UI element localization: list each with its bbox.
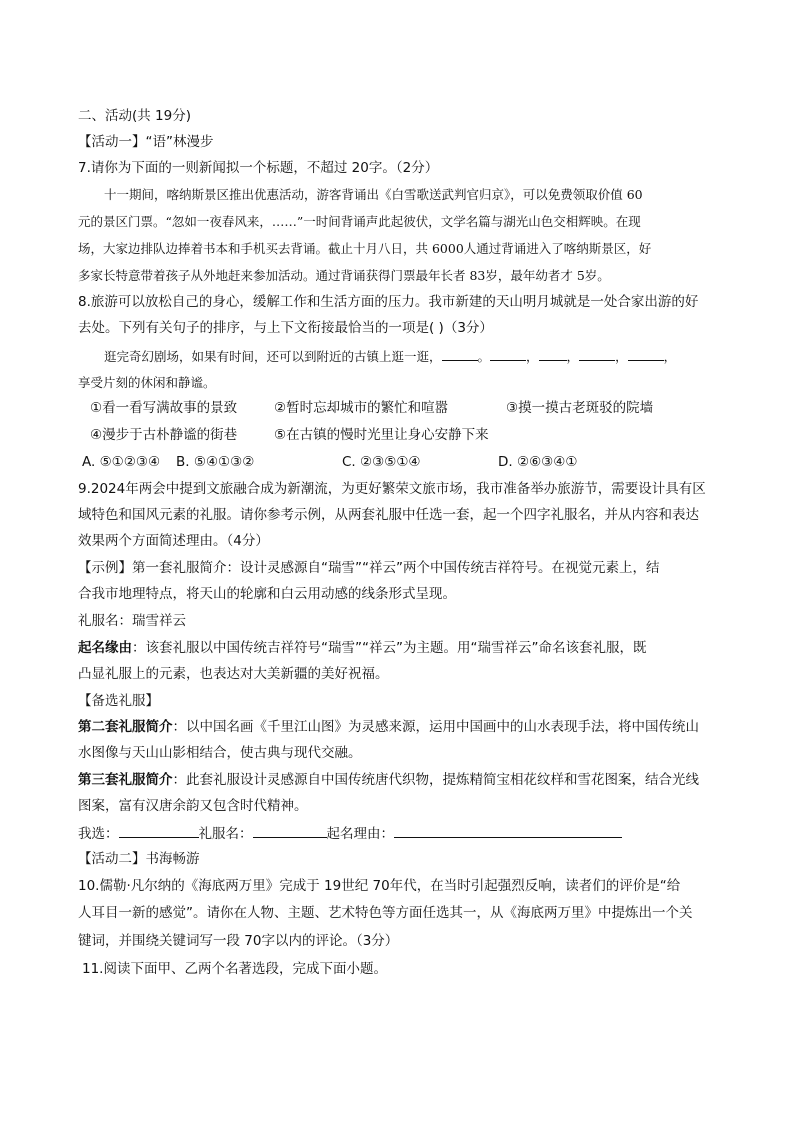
q9-reason-field[interactable] xyxy=(394,823,622,838)
q8-sentence: ①看一看写满故事的景致 xyxy=(90,400,238,416)
q9-backup-title: 【备选礼服】 xyxy=(78,693,159,709)
q8-sentences-row xyxy=(90,425,489,445)
q7-news-line: 十一期间，喀纳斯景区推出优惠活动，游客背诵出《白雪歌送武判官归京》，可以免费领取价值 60 xyxy=(104,187,643,202)
q9-dress3-text: ：此套礼服设计灵感源自中国传统唐代织物，提炼精简宝相花纹样和雪花图案，结合光线 xyxy=(172,772,699,788)
q8-sentences-row xyxy=(90,398,653,418)
q7-news-line: 场，大家边排队边捧着书本和手机买去背诵。截止十月八日，共 6000人通过背诵进入了喀纳斯景区，好 xyxy=(78,241,652,256)
q9-name-field[interactable] xyxy=(253,823,327,838)
q10-line: 键词，并围绕关键词写一段 70字以内的评论。（3分） xyxy=(78,933,399,949)
q9-answer-row xyxy=(78,823,622,844)
q9-reason-text: ：该套礼服以中国传统吉祥符号“瑞雪”“祥云”为主题。用“瑞雪祥云”命名该套礼服，既 xyxy=(132,640,647,656)
q9-reason-line: 凸显礼服上的元素，也表达对大美新疆的美好祝福。 xyxy=(78,666,389,682)
q7-prompt: 7.请你为下面的一则新闻拟一个标题，不超过 20字。（2分） xyxy=(78,160,439,176)
q8-passage-line: 享受片刻的休闲和静谧。 xyxy=(78,375,216,390)
q8-option-a[interactable]: A. ⑤①②③④ xyxy=(82,454,161,470)
q8-sentence: ③摸一摸古老斑驳的院墙 xyxy=(506,400,654,416)
q8-prompt-line: 8.旅游可以放松自己的身心，缓解工作和生活方面的压力。我市新建的天山明月城就是一处合家出游的好 xyxy=(78,294,699,310)
q7-news-line: 元的景区门票。“忽如一夜春风来，……”一时间背诵声此起彼伏，文学名篇与湖光山色交相辉映。在现 xyxy=(78,214,641,229)
q9-dress2-text: ：以中国名画《千里江山图》为灵感来源，运用中国画中的山水表现手法，将中国传统山 xyxy=(172,719,699,735)
q9-dress2-line xyxy=(78,717,699,737)
q8-passage-text: 逛完奇幻剧场，如果有时间，还可以到附近的古镇上逛一逛， xyxy=(104,349,442,364)
q9-example-line: 【示例】第一套礼服简介：设计灵感源自“瑞雪”“祥云”两个中国传统吉祥符号。在视觉元素上，结 xyxy=(78,560,660,576)
q9-reason-line xyxy=(78,638,646,658)
q8-blank[interactable] xyxy=(490,346,526,361)
q8-blank[interactable] xyxy=(628,346,664,361)
q10-line: 人耳目一新的感觉”。请你在人物、主题、艺术特色等方面任选其一，从《海底两万里》中提炼出一个关 xyxy=(78,905,693,921)
q9-dress3-line: 图案，富有汉唐余韵又包含时代精神。 xyxy=(78,798,308,814)
q8-sentence: ④漫步于古朴静谧的街巷 xyxy=(90,427,238,443)
q9-choice-field[interactable] xyxy=(119,823,199,838)
activity1-title: 【活动一】“语”林漫步 xyxy=(78,134,214,150)
q9-prompt-line: 效果两个方面简述理由。（4分） xyxy=(78,533,269,549)
q9-name-label: 礼服名： xyxy=(198,826,253,842)
q8-blank[interactable] xyxy=(579,346,615,361)
q8-option-b[interactable]: B. ⑤④①③② xyxy=(176,454,255,470)
q8-option-d[interactable]: D. ②⑥③④① xyxy=(498,454,578,470)
q9-reason-answer-label: 起名理由： xyxy=(326,826,394,842)
q9-dress2-label: 第二套礼服简介 xyxy=(78,719,173,735)
q9-dress3-label: 第三套礼服简介 xyxy=(78,772,173,788)
q9-example-dress-name: 礼服名：瑞雪祥云 xyxy=(78,613,186,629)
activity2-title: 【活动二】书海畅游 xyxy=(78,851,200,867)
q9-prompt-line: 域特色和国风元素的礼服。请你参考示例，从两套礼服中任选一套，起一个四字礼服名，并从内容和表达 xyxy=(78,507,699,523)
q9-choice-label: 我选： xyxy=(78,826,119,842)
q8-passage-line: 逛完奇幻剧场，如果有时间，还可以到附近的古镇上逛一逛， 。 ， ， ， ， xyxy=(104,346,676,367)
q11-prompt: 11.阅读下面甲、乙两个名著选段，完成下面小题。 xyxy=(82,961,387,977)
q9-prompt-line: 9.2024年两会中提到文旅融合成为新潮流，为更好繁荣文旅市场，我市准备举办旅游节，需要设计具有区 xyxy=(78,481,706,497)
q8-blank[interactable] xyxy=(442,346,478,361)
q8-options xyxy=(82,452,578,472)
q10-line: 10.儒勒·凡尔纳的《海底两万里》完成于 19世纪 70年代，在当时引起强烈反响，读者们的评价是“给 xyxy=(78,878,681,894)
q8-sentence: ②暂时忘却城市的繁忙和喧嚣 xyxy=(274,400,449,416)
q9-example-line: 合我市地理特点，将天山的轮廓和白云用动感的线条形式呈现。 xyxy=(78,586,456,602)
q8-sentence: ⑤在古镇的慢时光里让身心安静下来 xyxy=(274,427,489,443)
q9-dress2-line: 水图像与天山山影相结合，使古典与现代交融。 xyxy=(78,745,362,761)
section-title: 二、活动(共 19分) xyxy=(78,108,192,124)
q9-dress3-line xyxy=(78,770,699,790)
q9-reason-label: 起名缘由 xyxy=(78,640,132,656)
q8-option-c[interactable]: C. ②③⑤①④ xyxy=(342,454,421,470)
q8-blank[interactable] xyxy=(539,346,567,361)
q7-news-line: 多家长特意带着孩子从外地赶来参加活动。通过背诵获得门票最年长者 83岁，最年幼者才 5岁。 xyxy=(78,268,610,283)
q8-prompt-line: 去处。下列有关句子的排序，与上下文衔接最恰当的一项是( )（3分） xyxy=(78,320,493,336)
